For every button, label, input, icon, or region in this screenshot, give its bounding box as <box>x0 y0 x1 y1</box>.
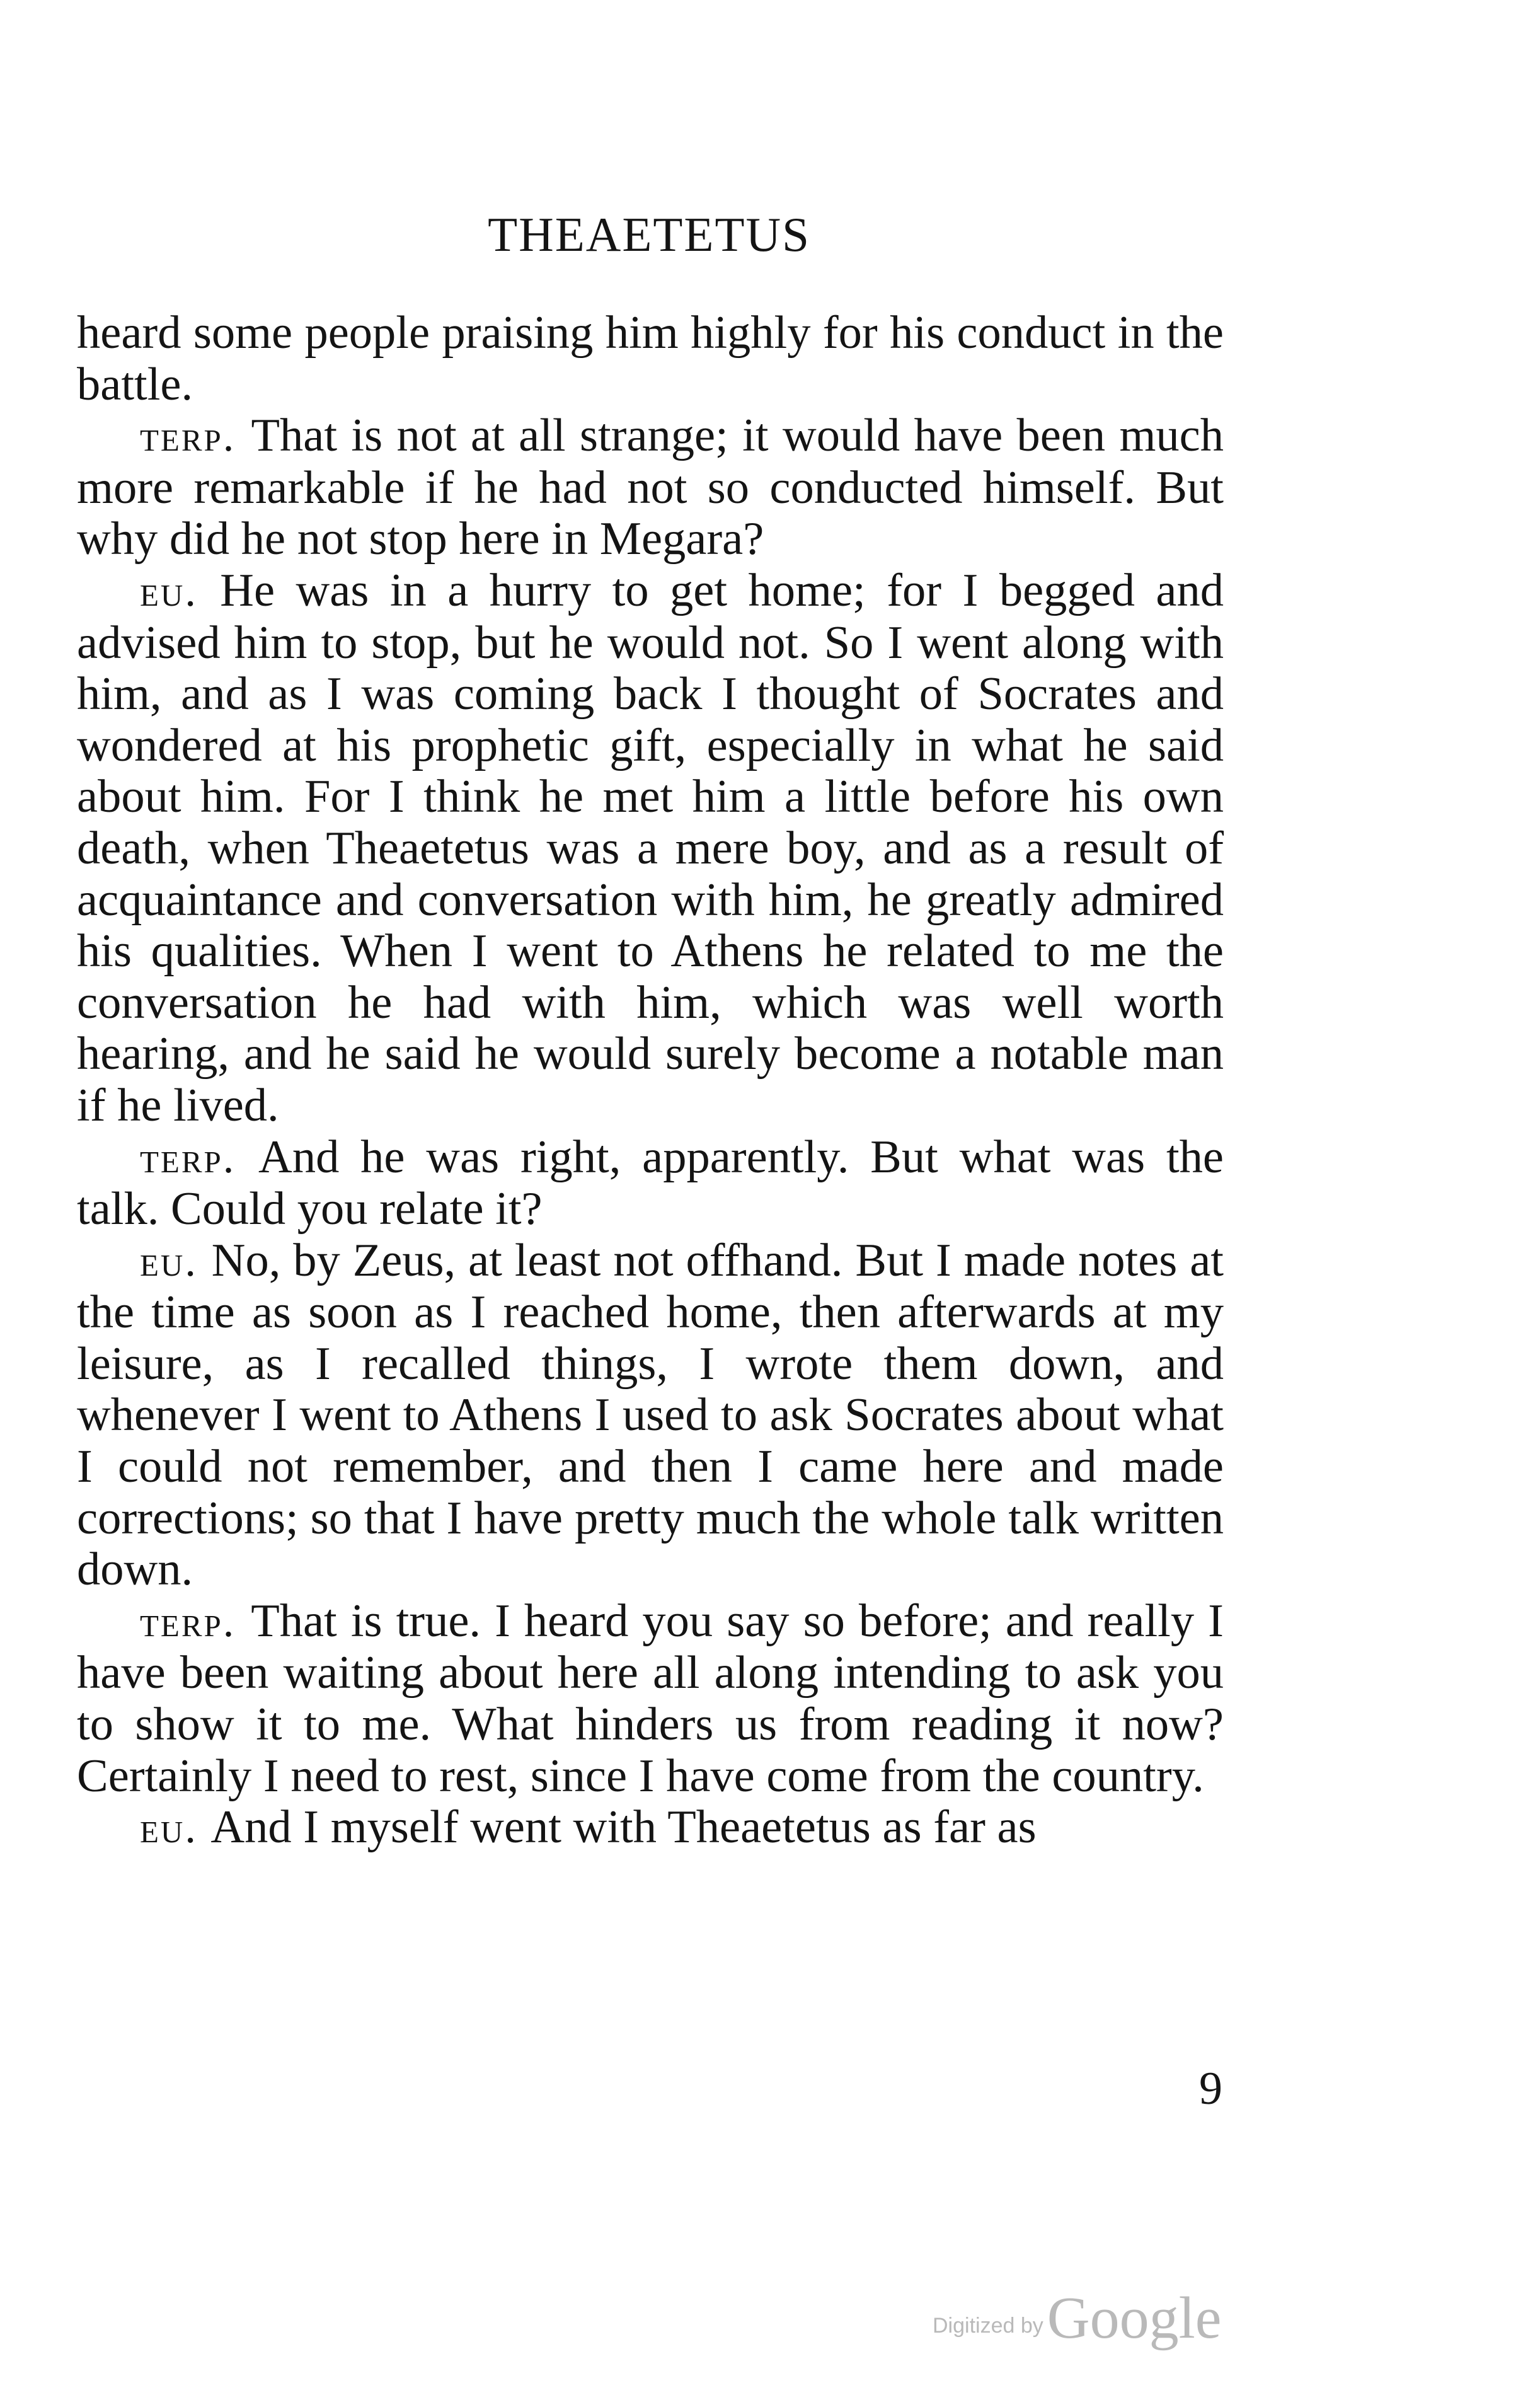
speaker-label: eu. <box>140 1237 198 1286</box>
speaker-label: terp. <box>140 1133 236 1182</box>
speaker-label: terp. <box>140 1597 236 1646</box>
google-logo: Google <box>1047 2285 1222 2351</box>
paragraph-euclides <box>77 1235 1224 1596</box>
speaker-label: eu. <box>140 1804 198 1853</box>
paragraph-euclides <box>77 1802 1224 1854</box>
digitized-label: Digitized by <box>933 2314 1043 2338</box>
page-number: 9 <box>1199 2063 1222 2115</box>
paragraph-text: That is not at all strange; it would have been much more remarkable if he had not so conducted himself. But why did he not stop here in Megara? <box>77 410 1224 565</box>
paragraph-continuation <box>77 308 1224 410</box>
paragraph-text: No, by Zeus, at least not offhand. But I made notes at the time as soon as I reached home, then afterwards at my leisure, as I recalled things, I wrote them down, and whenever I went to Athens I used to ask Socrates about what I could not remember, and then I came here and made corrections; so that I have pretty much the whole talk written down. <box>77 1234 1224 1596</box>
paragraph-euclides <box>77 565 1224 1132</box>
paragraph-text: And I myself went with Theaetetus as far as <box>210 1801 1037 1854</box>
body-text <box>77 308 1224 1854</box>
paragraph-terpsion <box>77 410 1224 565</box>
speaker-label: eu. <box>140 567 198 616</box>
page-title: THEAETETUS <box>488 207 810 262</box>
paragraph-terpsion <box>77 1132 1224 1235</box>
paragraph-text: And he was right, apparently. But what was the talk. Could you relate it? <box>77 1131 1224 1235</box>
paragraph-text: He was in a hurry to get home; for I begged and advised him to stop, but he would not. So I went along with him, and as I was coming back I thought of Socrates and wondered at his prophetic gift, especially in what he said about him. For I think he met him a little before his own death, when Theaetetus was a mere boy, and as a result of acquaintance and conversation with him, he greatly admired his qualities. When I went to Athens he related to me the conversation he had with him, which was well worth hearing, and he said he would surely become a notable man if he lived. <box>77 564 1224 1131</box>
paragraph-text: heard some people praising him highly for his conduct in the battle. <box>77 307 1224 410</box>
digitized-watermark <box>933 2284 1285 2353</box>
paragraph-text: That is true. I heard you say so before; and really I have been waiting about here all along intending to ask you to show it to me. What hinders us from reading it now? Certainly I need to rest, since I have come from the country. <box>77 1595 1224 1802</box>
speaker-label: terp. <box>140 412 236 461</box>
paragraph-terpsion <box>77 1596 1224 1802</box>
